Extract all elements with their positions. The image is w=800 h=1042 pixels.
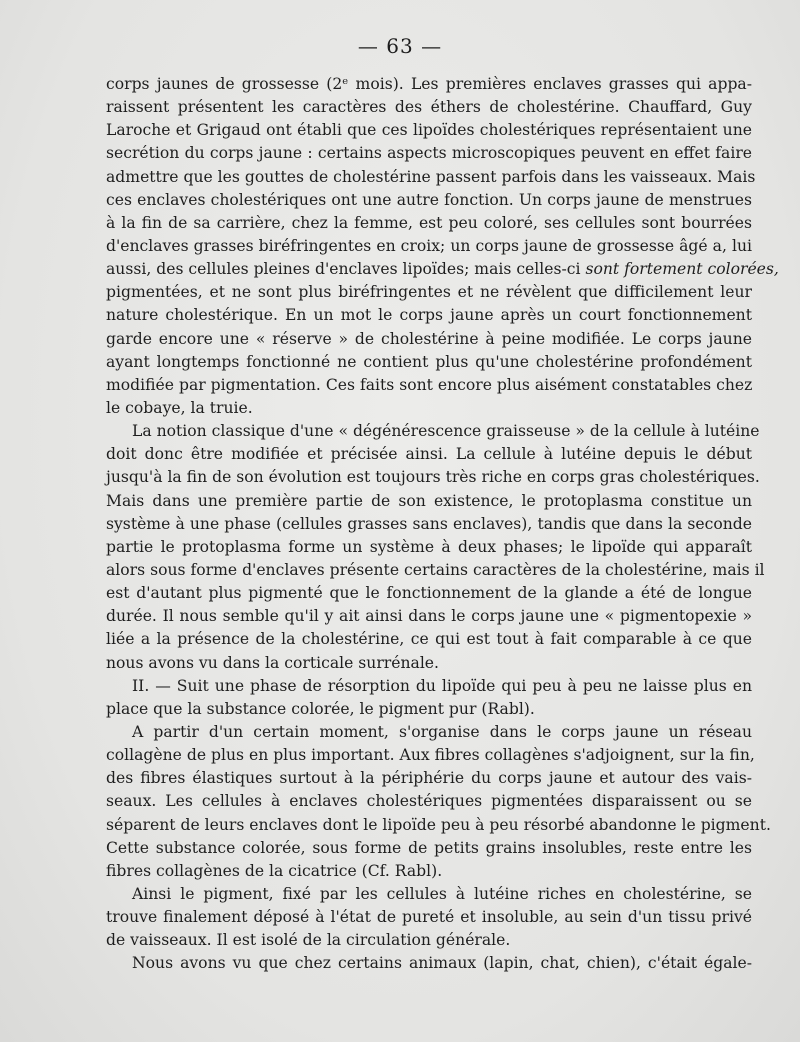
text-line: système à une phase (cellules grasses sans enclaves), tandis que dans la seconde (106, 514, 752, 533)
text-line: de vaisseaux. Il est isolé de la circulation générale. (106, 931, 511, 950)
text-line: ces enclaves cholestériques ont une autre fonction. Un corps jaune de menstrues (106, 190, 752, 209)
text-line: pigmentées, et ne sont plus biréfringentes et ne révèlent que difficilement leur (106, 283, 752, 302)
text-line: raissent présentent les caractères des éthers de cholestérine. Chauffard, Guy (106, 98, 752, 117)
text-line: alors sous forme d'enclaves présente certains caractères de la cholestérine, mais il (106, 560, 765, 579)
text-line: séparent de leurs enclaves dont le lipoïde peu à peu résorbé abandonne le pigment. (106, 815, 771, 834)
text-line: II. — Suit une phase de résorption du lipoïde qui peu à peu ne laisse plus en (132, 676, 752, 695)
italic-emphasis: sont fortement colorées, (585, 260, 779, 279)
text-line: d'enclaves grasses biréfringentes en croix; un corps jaune de grossesse âgé a, lui (106, 236, 752, 255)
text-line: place que la substance colorée, le pigment pur (Rabl). (106, 699, 535, 718)
text-line: secrétion du corps jaune : certains aspects microscopiques peuvent en effet faire (106, 144, 752, 163)
text-line: A partir d'un certain moment, s'organise dans le corps jaune un réseau (132, 722, 752, 741)
body-text (106, 73, 779, 975)
text-line: ayant longtemps fonctionné ne contient plus qu'une cholestérine profondément (106, 352, 752, 371)
text-line: Mais dans une première partie de son existence, le protoplasma constitue un (106, 491, 752, 510)
text-line: corps jaunes de grossesse (2ᵉ mois). Les premières enclaves grasses qui appa- (106, 75, 752, 93)
page-number: — 63 — (357, 34, 443, 58)
text-line: collagène de plus en plus important. Aux fibres collagènes s'adjoignent, sur la fin, (106, 746, 755, 765)
text-line: trouve finalement déposé à l'état de pureté et insoluble, au sein d'un tissu privé (106, 908, 752, 927)
text-line: durée. Il nous semble qu'il y ait ainsi dans le corps jaune une « pigmentopexie » (106, 607, 752, 626)
text-line: liée a la présence de la cholestérine, ce qui est tout à fait comparable à ce que (106, 630, 752, 649)
text-line: garde encore une « réserve » de cholestérine à peine modifiée. Le corps jaune (106, 329, 752, 348)
text-line: jusqu'à la fin de son évolution est toujours très riche en corps gras cholestériques. (106, 468, 760, 487)
text-line: des fibres élastiques surtout à la périphérie du corps jaune et autour des vais- (106, 769, 752, 788)
text-line: nous avons vu dans la corticale surrénale. (106, 653, 439, 672)
text-line: Nous avons vu que chez certains animaux (lapin, chat, chien), c'était égale- (132, 954, 752, 973)
text-line: le cobaye, la truie. (106, 398, 253, 417)
text-line: La notion classique d'une « dégénérescence graisseuse » de la cellule à lutéine (132, 422, 760, 441)
text-line: modifiée par pigmentation. Ces faits sont encore plus aisément constatables chez (106, 375, 753, 394)
text-line: Laroche et Grigaud ont établi que ces lipoïdes cholestériques représentaient une (106, 121, 752, 140)
text-line: doit donc être modifiée et précisée ainsi. La cellule à lutéine depuis le début (106, 445, 752, 464)
text-line: fibres collagènes de la cicatrice (Cf. Rabl). (106, 861, 443, 880)
text-line: admettre que les gouttes de cholestérine passent parfois dans les vaisseaux. Mais (106, 167, 756, 186)
text-line: Cette substance colorée, sous forme de petits grains insolubles, reste entre les (106, 838, 752, 857)
text-line-with-italic (106, 258, 779, 281)
text-line: Ainsi le pigment, fixé par les cellules à lutéine riches en cholestérine, se (132, 884, 752, 903)
text-line: partie le protoplasma forme un système à deux phases; le lipoïde qui apparaît (106, 537, 752, 556)
text-line: à la fin de sa carrière, chez la femme, est peu coloré, ses cellules sont bourrées (106, 213, 752, 232)
text-fragment: aussi, des cellules pleines d'enclaves lipoïdes; mais celles-ci (106, 260, 586, 279)
text-line: est d'autant plus pigmenté que le fonctionnement de la glande a été de longue (106, 584, 752, 603)
text-line: seaux. Les cellules à enclaves cholestériques pigmentées disparaissent ou se (106, 792, 752, 811)
text-line: nature cholestérique. En un mot le corps jaune après un court fonctionnement (106, 306, 752, 325)
